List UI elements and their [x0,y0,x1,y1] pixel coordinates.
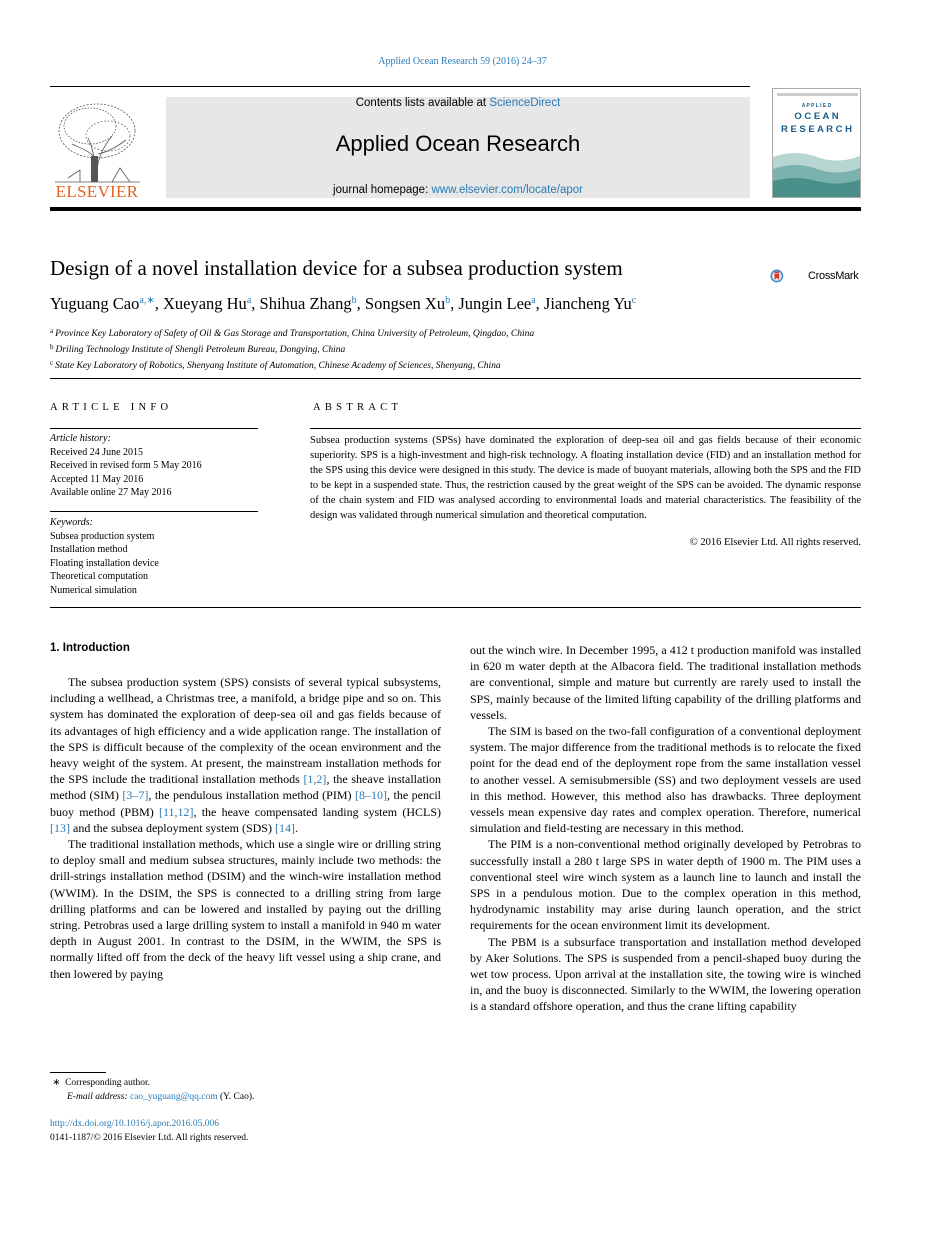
author-separator: , [154,294,163,313]
doi-link[interactable]: http://dx.doi.org/10.1016/j.apor.2016.05.006 [50,1119,219,1129]
footnote [50,1077,254,1104]
intro-paragraph-1 [50,674,441,836]
author-affiliation-marker[interactable]: a [531,295,536,306]
affiliation-item [50,357,861,373]
history-item: Received in revised form 5 May 2016 [50,460,202,471]
masthead-bottom-rule [50,207,861,211]
masthead-top-rule [50,86,750,87]
cover-line-research: R E S E A R C H [780,124,853,135]
keyword-item: Theoretical computation [50,571,149,582]
sciencedirect-link[interactable]: ScienceDirect [489,97,561,109]
corresponding-label: Corresponding author. [65,1078,151,1088]
affiliation-text: Driling Technology Institute of Shengli Petroleum Bureau, Dongying, China [55,345,346,356]
author-name: Shihua Zhang [259,294,352,313]
journal-citation[interactable]: Applied Ocean Research 59 (2016) 24–37 [378,56,547,67]
crossmark-icon[interactable] [770,258,806,294]
keyword-item: Installation method [50,544,128,555]
reference-link[interactable]: [3–7] [122,788,149,803]
paragraph-text: The subsea production system (SPS) consists of several typical subsystems, including a wellhead, a Christmas tree, a manifold, a bridge pipe and so on. This system has dominated the exploration of deep-sea oil and gas fields because of its advantages of high efficiency and a wide application range. The installation of the SPS is difficult because of the complexity of the ocean environment and the heavy weight of the system. At present, the mainstream installation methods for the SPS include the traditional installation methods [50,675,441,787]
abstract-text: Subsea production systems (SPSs) have dominated the exploration of deep-sea oil and gas fields because of their economic superiority. SPS is a high-investment and high-risk technology. A floating installation device (FID) and an installation method for the SPS using this device were designed in this study. The device is made of buoyant materials, allowing both the SPS and the FID to be kept in a suspended state. Thus, the restriction caused by the great weight of the SPS can be avoided. The dynamic response of the chain system and FID was analysed according to environmental loads and material characteristics. The feasibility of the design was validated through numerical simulation and theoretical computation. [310,435,861,521]
author-name: Jungin Lee [458,294,532,313]
author-separator: , [251,294,260,313]
author-affiliation-marker[interactable]: a,∗ [139,295,155,306]
email-label: E-mail address: [67,1091,128,1102]
paragraph-text: , the pendulous installation method (PIM) [148,788,356,803]
crossmark-label[interactable]: CrossMark [808,270,859,282]
author-affiliation-marker[interactable]: b [351,295,357,306]
author-name: Xueyang Hu [162,294,247,313]
article-info-heading: ARTICLE INFO [50,402,173,413]
abstract-divider [50,607,861,608]
abstract-copyright: © 2016 Elsevier Ltd. All rights reserved. [689,537,861,548]
journal-homepage-link[interactable]: www.elsevier.com/locate/apor [431,184,583,196]
affiliation-item [50,325,861,341]
contents-prefix: Contents lists available at [355,97,490,109]
keyword-item: Numerical simulation [50,584,137,596]
paragraph-text: , the heave compensated landing system (HCLS) [193,804,441,819]
left-column [50,674,441,982]
journal-masthead [50,86,861,211]
author-list [50,294,770,314]
footnote-rule [50,1072,106,1073]
author-name: Songsen Xu [364,294,446,313]
reference-link[interactable]: [14] [274,820,295,835]
keyword-item: Subsea production system [50,530,155,542]
journal-title: Applied Ocean Research [335,131,581,156]
email-suffix: (Y. Cao). [220,1091,255,1102]
footnote-star: ∗ [52,1078,61,1088]
intro-paragraph-4: The PIM is a non-conventional method originally developed by Petrobras to successfully install a 280 t large SPS in water depth of 1900 m. The PIM uses a conventional steel wire winch system as a launch line to launch and install the SPS in a pendulous motion. Due to the complex operation in this method, hydrodynamic instability may arise during launch operation, and the strict requirements for the ocean environment limit its development. [470,837,861,933]
affiliation-list [50,325,861,374]
cover-line-applied: A P P L I E D [801,103,832,109]
affiliation-marker: b [50,343,54,352]
article-title: Design of a novel installation device for a subsea production system [50,256,623,280]
issn-line: 0141-1187/© 2016 Elsevier Ltd. All rights reserved. [50,1132,249,1143]
history-item: Available online 27 May 2016 [50,487,172,498]
paragraph-text: , the pencil buoy method (PBM) [50,788,442,819]
paragraph-text: . [294,820,298,835]
header-divider [50,378,861,379]
history-item: Accepted 11 May 2016 [50,473,144,485]
corresponding-author-note [50,1077,254,1091]
homepage-prefix: journal homepage: [333,184,432,196]
author-affiliation-marker[interactable]: c [631,295,637,306]
contents-line [166,97,750,109]
affiliation-text: Province Key Laboratory of Safety of Oil & Gas Storage and Transportation, China University of Petroleum, Qingdao, China [55,329,535,339]
intro-paragraph-5: The PBM is a subsurface transportation and installation method developed by Aker Solutions. The SPS is suspended from a pencil-shaped buoy during the wet tow process. Upon arrival at the installation site, the towing wire is winched in, and the buoy is disconnected. Similarly to the WWIM, the lowering operation is a standard offshore operation, and thus the crane lifting capability [470,934,861,1014]
reference-link[interactable]: [1,2] [303,772,327,787]
email-line [50,1091,254,1105]
abstract-rule [310,428,861,429]
author-affiliation-marker[interactable]: a [246,295,252,306]
reference-link[interactable]: [11,12] [158,804,194,819]
journal-banner [166,97,750,198]
author-name: Yuguang Cao [50,294,140,313]
reference-link[interactable]: [13] [50,820,70,835]
paragraph-text: , the sheave installation method (SIM) [50,772,441,803]
affiliation-marker: a [50,327,54,335]
abstract-heading: ABSTRACT [313,402,403,413]
affiliation-item [50,341,861,357]
intro-paragraph-2-continued: out the winch wire. In December 1995, a 412 t production manifold was installed in 620 m water depth at the Albacora field. The traditional installation methods are conventional, simple and mature but currently are rarely used to install the SPS, mainly because of the limited lifting capability of the drilling platforms and vessels. [470,643,861,722]
doi-block [50,1118,248,1145]
keyword-item: Floating installation device [50,557,159,569]
history-item: Received 24 June 2015 [50,446,144,458]
intro-paragraph-2: The traditional installation methods, which use a single wire or drilling string to deploy small and medium subsea structures, mainly include two methods: the drill-strings installation method (DSIM) and the winch-wire installation method (WWIM). In the DSIM, the SPS is connected to a drilling string from large drilling platforms and can be lowered and installed by paying out the drilling string. Petrobras used a large drilling system to install a manifold in 940 m water depth in August 2001. In contrast to the DSIM, in the WWIM, the SPS is normally lifted off from the deck of the heavy lift vessel using a ship crane, and then lowered by paying [50,837,441,981]
publisher-logo-text: ELSEVIER [55,182,139,201]
affiliation-text: State Key Laboratory of Robotics, Shenyang Institute of Automation, Chinese Academy of Sciences, Shenyang, China [55,361,501,372]
article-info-rule [50,428,258,429]
cover-line-ocean: O C E A N [794,111,839,122]
intro-paragraph-3: The SIM is based on the two-fall configuration of a conventional deployment system. The major difference from the traditional methods is to relocate the fixed point for the dead end of the deployment rope from the same installation vessel to another vessel. A semisubmersible (SS) and two deployment vessels are used in this method. However, this method also has drawbacks. Three deployment vessels mean expensive day rates and complex operation. Therefore, numerical simulation and field-testing are necessary in this method. [470,724,861,836]
author-separator: , [535,294,544,313]
reference-link[interactable]: [8–10] [355,788,388,803]
keywords-rule [50,511,258,512]
author-separator: , [356,294,365,313]
affiliation-marker: c [50,359,54,368]
keyword-list [50,516,258,597]
author-email-link[interactable]: cao_yuguang@qq.com [129,1091,218,1102]
history-label: Article history: [50,433,111,444]
keywords-label: Keywords: [50,517,93,528]
homepage-line [166,184,750,196]
section-heading-introduction: 1. Introduction [50,642,130,654]
author-affiliation-marker[interactable]: b [445,295,451,306]
journal-cover-thumbnail [772,88,861,198]
right-column [470,642,861,1015]
article-history [50,432,258,500]
author-name: Jiancheng Yu [543,294,632,313]
paragraph-text: and the subsea deployment system (SDS) [70,820,275,835]
author-separator: , [450,294,459,313]
